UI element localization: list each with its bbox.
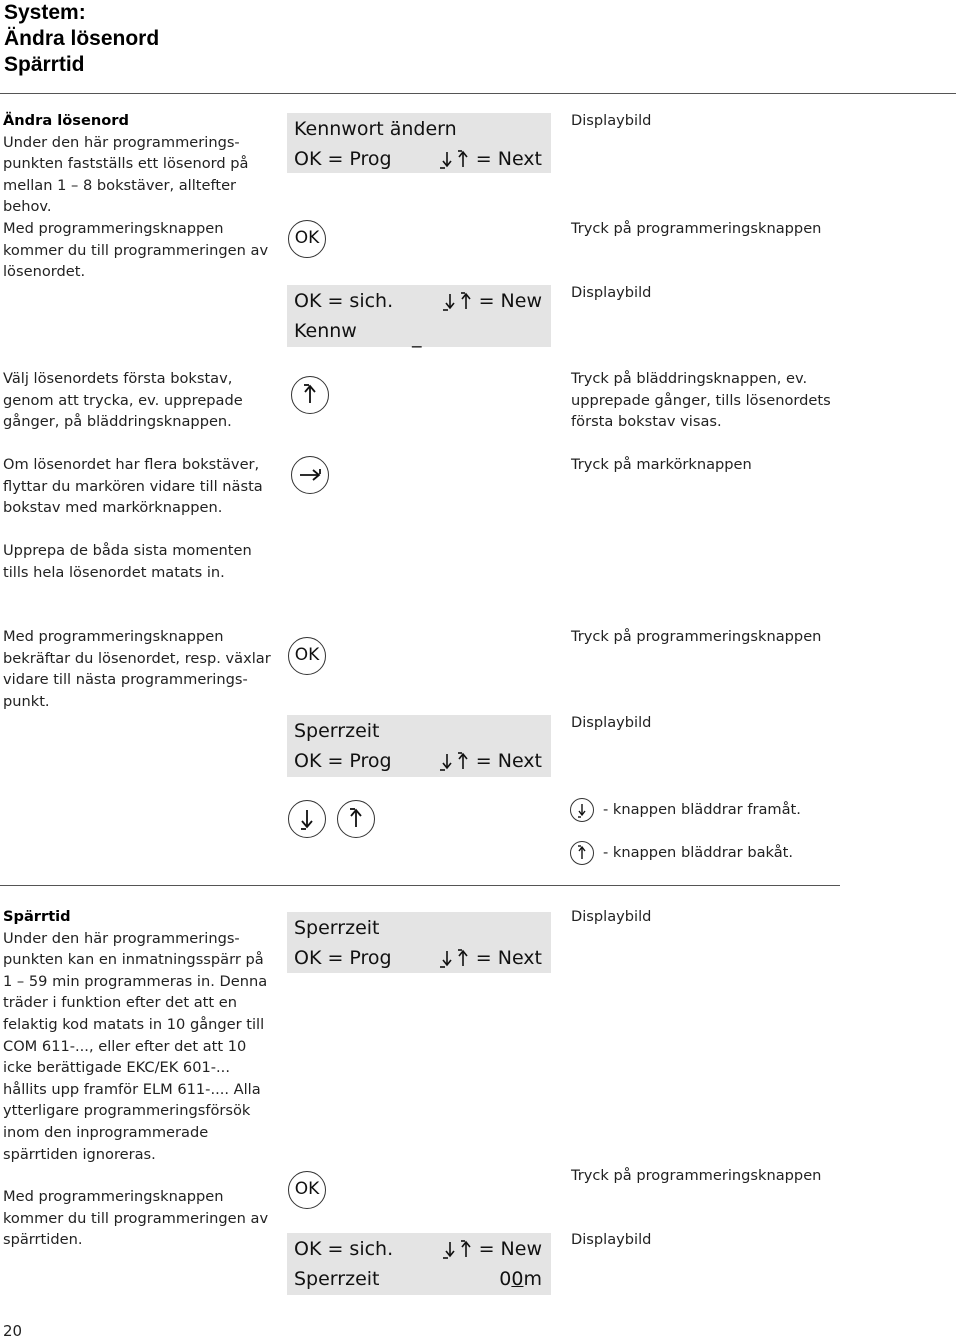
text-line: första bokstav visas.: [571, 413, 722, 431]
text-line: träder i funktion efter det att en: [3, 994, 237, 1012]
text-line: punkt.: [3, 692, 50, 710]
arrows-icon: [441, 291, 475, 313]
caption-displaybild: Displaybild: [571, 112, 652, 129]
text-line: icke berättigade EKC/EK 601-...: [3, 1059, 230, 1077]
med-block: [3, 626, 273, 712]
text-line: Tryck på bläddringsknappen, ev.: [571, 370, 808, 387]
display-text: = New: [478, 290, 542, 312]
display-text: = New: [478, 1238, 542, 1260]
display-value: [499, 1264, 542, 1294]
text-line: felaktig kod matats in 10 gånger till: [3, 1015, 265, 1033]
sparrtid-heading: Spärrtid: [3, 908, 71, 925]
arrow-down-icon: [571, 799, 593, 821]
andra-heading: Ändra lösenord: [3, 112, 129, 129]
display-text: Kennw: [294, 320, 357, 342]
ok-key-icon[interactable]: [288, 637, 326, 675]
caption-tryck: Tryck på programmeringsknappen: [571, 628, 822, 645]
text-line: vidare till nästa programmerings-: [3, 671, 248, 689]
text-line: Med programmeringsknappen: [3, 628, 224, 645]
display-text: = Next: [475, 148, 542, 170]
arrow-up-icon: [338, 801, 374, 837]
valj-block: [3, 368, 273, 433]
arrows-icon: [438, 751, 472, 773]
display-line: [294, 1264, 542, 1294]
display-right: [438, 144, 542, 174]
text-line: Om lösenordet har flera bokstäver,: [3, 456, 260, 473]
display-sperrzeit-2: [287, 912, 551, 973]
om-block: [3, 454, 273, 519]
caption-tryck: Tryck på programmeringsknappen: [571, 220, 822, 237]
text-line: tills hela lösenordet matats in.: [3, 563, 225, 581]
display-text: OK = Prog: [294, 947, 392, 969]
text-line: flyttar du markören vidare till nästa: [3, 477, 263, 495]
caption-tryck: Tryck på programmeringsknappen: [571, 1167, 822, 1184]
text-line: 1 – 59 min programmeras in. Denna: [3, 972, 268, 990]
arrows-icon: [441, 1239, 475, 1261]
caption-markor: Tryck på markörknappen: [571, 456, 752, 473]
display-text: Sperrzeit: [294, 720, 380, 742]
ok-key-label: OK: [294, 228, 320, 248]
up-key-icon[interactable]: [291, 376, 329, 414]
display-text: OK = sich.: [294, 1238, 394, 1260]
down-key-legend-icon: [570, 798, 594, 822]
text-line: mellan 1 – 8 bokstäver, alltefter: [3, 176, 237, 194]
text-line: upprepade gånger, tills lösenordets: [571, 391, 831, 409]
text-line: gånger, på bläddringsknappen.: [3, 413, 232, 431]
display-kennw-entry: [287, 285, 551, 347]
text-line: bokstav med markörknappen.: [3, 499, 223, 517]
page-title: [4, 0, 159, 78]
display-line: [294, 746, 542, 776]
arrows-icon: [438, 948, 472, 970]
display-text: Kennwort ändern: [294, 118, 457, 140]
display-text: = Next: [475, 750, 542, 772]
text-line: Med programmeringsknappen: [3, 1188, 224, 1205]
text-line: behov.: [3, 198, 52, 216]
caption-bladdring: [571, 368, 861, 433]
display-line: [294, 144, 542, 174]
display-line: [294, 286, 542, 316]
up-key-icon[interactable]: [337, 800, 375, 838]
display-text: OK = sich.: [294, 290, 394, 312]
sparrtid-block: [3, 906, 273, 1165]
text-line: spärrtiden.: [3, 1231, 83, 1249]
legend-forward: - knappen bläddrar framåt.: [603, 801, 801, 818]
sparrtid-med-block: [3, 1186, 273, 1251]
display-line: [294, 716, 542, 746]
upprepa-block: [3, 540, 273, 583]
up-key-legend-icon: [570, 841, 594, 865]
ok-key-icon[interactable]: [288, 1171, 326, 1209]
caption-displaybild: Displaybild: [571, 1231, 652, 1248]
text-line: Under den här programmerings-: [3, 929, 240, 947]
top-divider: [0, 93, 956, 94]
ok-key-label: OK: [294, 1179, 320, 1199]
cursor-key-icon[interactable]: [291, 456, 329, 494]
cursor-underscore: _: [412, 326, 422, 348]
value-digit-cursor: 0: [511, 1268, 524, 1290]
andra-lösenord-block: [3, 110, 273, 283]
text-line: hållits upp framför ELM 611-.... Alla: [3, 1080, 261, 1098]
value-digit: 0: [499, 1268, 512, 1290]
display-text: OK = Prog: [294, 750, 392, 772]
text-line: kommer du till programmeringen av: [3, 241, 269, 259]
arrow-down-icon: [289, 801, 325, 837]
display-line: [294, 316, 542, 346]
display-sperrzeit: [287, 715, 551, 777]
legend-back: - knappen bläddrar bakåt.: [603, 844, 794, 861]
display-line: [294, 1234, 542, 1264]
display-kennwort-andern: [287, 113, 551, 173]
down-key-icon[interactable]: [288, 800, 326, 838]
text-line: COM 611-..., eller efter det att 10: [3, 1037, 247, 1055]
section-divider: [0, 885, 840, 886]
title-line-3: Spärrtid: [4, 53, 85, 76]
display-line: [294, 943, 542, 973]
cursor-right-icon: [292, 457, 328, 493]
text-line: Upprepa de båda sista momenten: [3, 542, 252, 559]
text-line: lösenordet.: [3, 263, 86, 281]
display-right: [438, 943, 542, 973]
ok-key-icon[interactable]: [288, 220, 326, 258]
arrow-up-icon: [292, 377, 328, 413]
text-line: bekräftar du lösenordet, resp. växlar: [3, 649, 271, 667]
text-line: Under den här programmerings-: [3, 133, 240, 151]
display-right: [441, 1234, 542, 1264]
display-text: = Next: [475, 947, 542, 969]
display-sperrzeit-entry: [287, 1233, 551, 1295]
page-number: 20: [3, 1322, 23, 1340]
text-line: Välj lösenordets första bokstav,: [3, 370, 233, 387]
display-text: OK = Prog: [294, 148, 392, 170]
display-right: [438, 746, 542, 776]
caption-displaybild: Displaybild: [571, 284, 652, 301]
arrow-up-icon: [571, 842, 593, 864]
value-unit: m: [523, 1268, 542, 1290]
title-line-1: System:: [4, 1, 86, 24]
text-line: spärrtiden ignoreras.: [3, 1145, 156, 1163]
display-text: Sperrzeit: [294, 1268, 380, 1290]
display-right: [441, 286, 542, 316]
text-line: inom den inprogrammerade: [3, 1123, 209, 1141]
text-line: ytterligare programmeringsförsök: [3, 1102, 251, 1120]
text-line: Med programmeringsknappen: [3, 219, 224, 237]
text-line: genom att trycka, ev. upprepade: [3, 391, 243, 409]
text-line: punkten kan en inmatningsspärr på: [3, 951, 264, 969]
text-line: punkten fastställs ett lösenord på: [3, 155, 249, 173]
caption-displaybild: Displaybild: [571, 908, 652, 925]
text-line: kommer du till programmeringen av: [3, 1209, 269, 1227]
arrows-icon: [438, 149, 472, 171]
ok-key-label: OK: [294, 645, 320, 665]
display-text: Sperrzeit: [294, 917, 380, 939]
title-line-2: Ändra lösenord: [4, 27, 160, 50]
display-line: [294, 913, 542, 943]
display-line: [294, 114, 542, 144]
caption-displaybild: Displaybild: [571, 714, 652, 731]
